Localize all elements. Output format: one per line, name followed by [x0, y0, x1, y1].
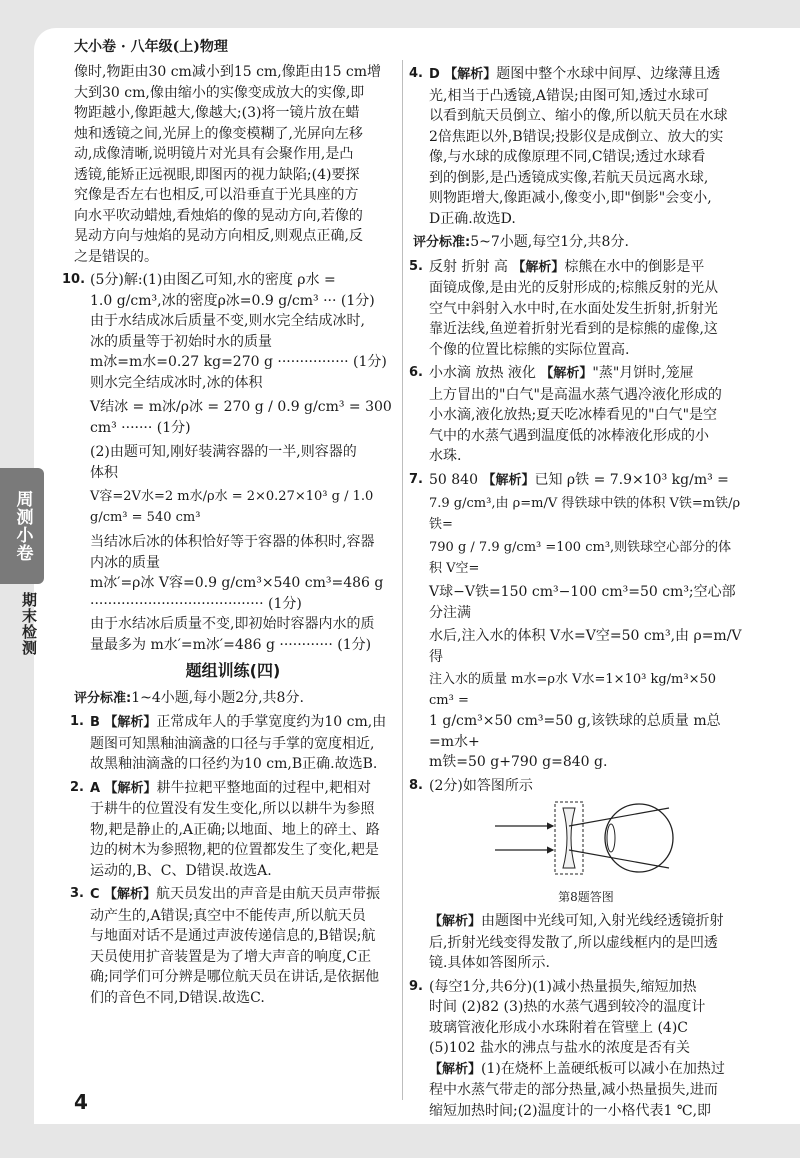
text-line: 动,成像清晰,说明镜片对光具有会聚作用,是凸: [74, 146, 354, 162]
answer-text: 50 840: [429, 471, 478, 488]
right-column: [409, 62, 743, 1124]
text-line: 则物距增大,像距减小,像变小,即"倒影"会变小,: [429, 190, 712, 206]
analysis-tag: 【解析】: [104, 780, 157, 796]
text-line: D正确.故选D.: [429, 210, 516, 227]
text-line: 当结冰后冰的体积恰好等于容器的体积时,容器: [90, 534, 375, 550]
question-7: [409, 470, 743, 773]
question-number: 5.: [409, 258, 423, 274]
text-line: 个像的位置比棕熊的实际位置高.: [429, 341, 630, 358]
text-line: 体积: [90, 464, 118, 481]
text-line: 于耕牛的位置没有发生变化,所以以耕牛为参照: [90, 801, 375, 817]
running-header: 大小卷 · 八年级(上)物理: [74, 39, 228, 55]
text-line: 确;同学们可分辨是哪位航天员在讲话,是依据他: [90, 969, 380, 985]
text-line: (1)在烧杯上盖硬纸板可以减小在加热过: [481, 1060, 725, 1077]
scoring-text: 5~7小题,每空1分,共8分.: [470, 234, 629, 250]
text-line: 光,相当于凸透镜,A错误;由图可知,透过水球可: [429, 87, 710, 104]
question-number: 4.: [409, 66, 423, 81]
text-line: 物,耙是静止的,A正确;以地面、地上的碎土、路: [90, 821, 380, 838]
text-line: 们的音色不同,D错误.故选C.: [90, 989, 265, 1006]
text-line: 上方冒出的"白气"是高温水蒸气遇冷液化形成的: [429, 386, 722, 403]
analysis-tag: 【解析】: [444, 67, 497, 82]
text-line: 由于水结冰后质量不变,即初始时容器内水的质: [90, 616, 375, 632]
text-line: 缩短加热时间;(2)温度计的一小格代表1 ℃,即: [429, 1102, 712, 1119]
analysis-tag: 【解析】: [512, 259, 565, 275]
question-4: [409, 64, 743, 229]
text-line: 天员使用扩音装置是为了增大声音的响度,C正: [90, 948, 372, 965]
text-line: 时间 (2)82 (3)热的水蒸气遇到较冷的温度计: [429, 999, 706, 1015]
formula-line: 790 g / 7.9 g/cm³ =100 cm³,则铁球空心部分的体积 V空=: [429, 540, 732, 576]
formula-line: V结冰 = m冰/ρ冰 = 270 g / 0.9 g/cm³ = 300 cm³ ······· (1分): [90, 399, 392, 436]
text-line: 程中水蒸气带走的部分热量,减小热量损失,进而: [429, 1082, 718, 1098]
formula-line: 注入水的质量 m水=ρ水 V水=1×10³ kg/m³×50 cm³ =: [429, 672, 717, 708]
text-line: 像时,物距由30 cm减小到15 cm,像距由15 cm增: [74, 64, 382, 80]
text-line: 1 g/cm³×50 cm³=50 g,该铁球的总质量 m总=m水+: [429, 713, 721, 750]
answer-text: 反射 折射 高: [429, 258, 508, 275]
text-line: 航天员发出的声音是由航天员声带振: [156, 886, 381, 902]
formula-line: 7.9 g/cm³,由 ρ=m/V 得铁球中铁的体积 V铁=m铁/ρ铁=: [429, 496, 741, 532]
answer-letter: B: [90, 715, 100, 730]
analysis-tag: 【解析】: [429, 1061, 482, 1077]
dotted-line: ······································· (1分): [90, 595, 302, 612]
formula-line: 水后,注入水的体积 V水=V空=50 cm³,由 ρ=m/V 得: [429, 628, 742, 665]
text-line: 与地面对话不是通过声波传递信息的,B错误;航: [90, 928, 376, 944]
question-head: (2分)如答图所示: [429, 777, 533, 794]
question-3: [70, 884, 392, 1008]
text-line: 棕熊在水中的倒影是平: [564, 258, 705, 275]
formula-line: V容=2V水=2 m水/ρ水 = 2×0.27×10³ g / 1.0 g/cm³ = 540 cm³: [90, 489, 374, 525]
text-line: (5分)解:(1)由图乙可知,水的密度 ρ水 =: [90, 272, 336, 288]
text-line: 透镜,能矫正远视眼,即图丙的视力缺陷;(4)要探: [74, 166, 360, 183]
text-line: 面镜成像,是由光的反射形成的;棕熊反射的光从: [429, 280, 719, 296]
side-tab-final-exam[interactable]: 期末检测: [20, 592, 38, 656]
text-line: (每空1分,共6分)(1)减小热量损失,缩短加热: [429, 978, 697, 995]
answer-figure: [429, 798, 743, 885]
question-number: 6.: [409, 365, 423, 380]
analysis-tag: 【解析】: [540, 366, 593, 381]
text-line: 烛和透镜之间,光屏上的像变模糊了,光屏向左移: [74, 125, 363, 142]
text-line: 动产生的,A错误;真空中不能传声,所以航天员: [90, 907, 366, 924]
text-line: 小水滴,液化放热;夏天吃冰棒看见的"白气"是空: [429, 407, 718, 423]
answer-letter: C: [90, 887, 100, 902]
text-line: 正常成年人的手掌宽度约为10 cm,由: [156, 714, 387, 730]
text-line: 后,折射光线变得发散了,所以虚线框内的是凹透: [429, 934, 718, 951]
text-line: 像,与水球的成像原理不同,C错误;透过水球看: [429, 149, 706, 165]
concave-lens: [563, 808, 575, 868]
question-number: 3.: [70, 886, 84, 901]
formula-line: m冰=m水=0.27 kg=270 g ················ (1分): [90, 354, 387, 370]
text-line: "蒸"月饼时,笼屉: [592, 365, 694, 381]
question-number: 10.: [62, 272, 86, 287]
figure-caption: 第8题答图: [558, 889, 614, 904]
question-9: [409, 977, 743, 1122]
question-10: [62, 270, 392, 655]
answer-letter: D: [429, 67, 440, 82]
page-number: 4: [74, 1090, 88, 1114]
text-line: 量最多为 m水′=m冰′=486 g ············ (1分): [90, 636, 372, 653]
text-line: 内冰的质量: [90, 554, 160, 571]
answer-text: 小水滴 放热 液化: [429, 365, 536, 381]
question-5: [409, 257, 743, 361]
section-title: 题组训练(四): [185, 661, 281, 680]
question-2: [70, 778, 392, 882]
left-column: [62, 62, 392, 1011]
analysis-tag: 【解析】: [104, 887, 157, 902]
text-line: 晃动方向与烛焰的晃动方向相反,则观点正确,反: [74, 228, 363, 244]
eye-lens: [607, 824, 615, 852]
text-line: 由题图中光线可知,入射光线经透镜折射: [481, 913, 724, 929]
text-line: 冰的质量等于初始时水的质量: [90, 333, 272, 350]
answer-letter: A: [90, 780, 101, 796]
text-line: 耕牛拉耙平整地面的过程中,耙相对: [156, 779, 371, 796]
text-line: 2倍焦距以外,B错误;投影仪是成倒立、放大的实: [429, 128, 724, 145]
analysis-tag: 【解析】: [104, 715, 157, 730]
side-tab-weekly-test[interactable]: 周测小卷: [0, 468, 44, 584]
question-number: 8.: [409, 777, 423, 793]
concave-lens-eye-diagram: [491, 798, 681, 878]
question-number: 2.: [70, 779, 84, 795]
analysis-tag: 【解析】: [429, 914, 482, 929]
text-line: 则水完全结成冰时,冰的体积: [90, 374, 263, 391]
scoring-standard: [74, 688, 392, 710]
scoring-label: 评分标准:: [74, 690, 132, 706]
text-line: 玻璃管液化形成小水珠附着在管壁上 (4)C: [429, 1019, 688, 1036]
text-line: 水珠.: [429, 448, 462, 464]
text-line: 物距越小,像距越大,像越大;(3)将一镜片放在蜡: [74, 105, 360, 121]
text-line: V球−V铁=150 cm³−100 cm³=50 cm³;空心部分注满: [429, 584, 736, 621]
question-number: 7.: [409, 471, 423, 487]
text-line: 运动的,B、C、D错误.故选A.: [90, 862, 272, 879]
text-line: 气中的水蒸气遇到温度低的冰棒液化形成的小: [429, 427, 709, 444]
text-line: 到的倒影,是凸透镜成实像,若航天员远离水球,: [429, 169, 709, 186]
text-line: 向水平吹动蜡烛,看烛焰的像的晃动方向,若像的: [74, 207, 363, 224]
formula-line: m冰′=ρ冰 V容=0.9 g/cm³×540 cm³=486 g: [90, 575, 384, 591]
text-line: 1.0 g/cm³,冰的密度ρ冰=0.9 g/cm³ ··· (1分): [90, 292, 375, 309]
text-line: 由于水结成冰后质量不变,则水完全结成冰时,: [90, 313, 365, 329]
scoring-text: 1~4小题,每小题2分,共8分.: [131, 689, 304, 706]
question-6: [409, 363, 743, 467]
text-line: 之是错误的。: [74, 248, 158, 265]
question-number: 9.: [409, 978, 423, 994]
text-line: 空气中斜射入水中时,在水面处发生折射,折射光: [429, 300, 718, 317]
text-line: m铁=50 g+790 g=840 g.: [429, 754, 608, 770]
text-line: (5)102 盐水的沸点与盐水的浓度是否有关: [429, 1040, 691, 1056]
text-line: 故黑釉油滴盏的口径约为10 cm,B正确.故选B.: [90, 756, 378, 772]
text-line: 靠近法线,鱼逆着折射光看到的是棕熊的虚像,这: [429, 321, 718, 337]
analysis-tag: 【解析】: [482, 472, 535, 488]
text-line: 究像是否左右也相反,可以沿垂直于光具座的方: [74, 187, 359, 203]
text-line: 题图可知黑釉油滴盏的口径与手掌的宽度相近,: [90, 735, 375, 752]
text-line: 大到30 cm,像由缩小的实像变成放大的实像,即: [74, 84, 365, 101]
text-line: 边的树木为参照物,耙的位置都发生了变化,耙是: [90, 842, 379, 858]
text-line: 以看到航天员倒立、缩小的像,所以航天员在水球: [429, 108, 728, 124]
text-line: 题图中整个水球中间厚、边缘薄且透: [496, 66, 721, 82]
column-divider: [402, 60, 403, 1100]
text-line: 已知 ρ铁 = 7.9×10³ kg/m³ =: [534, 471, 729, 488]
continued-answer: [74, 62, 392, 267]
text-line: (2)由题可知,刚好装满容器的一半,则容器的: [90, 444, 357, 460]
scoring-standard: [413, 232, 743, 254]
question-1: [70, 712, 392, 775]
question-8: [409, 776, 743, 974]
scoring-label: 评分标准:: [413, 235, 471, 250]
question-number: 1.: [70, 714, 84, 729]
text-line: 镜.具体如答图所示.: [429, 955, 550, 971]
